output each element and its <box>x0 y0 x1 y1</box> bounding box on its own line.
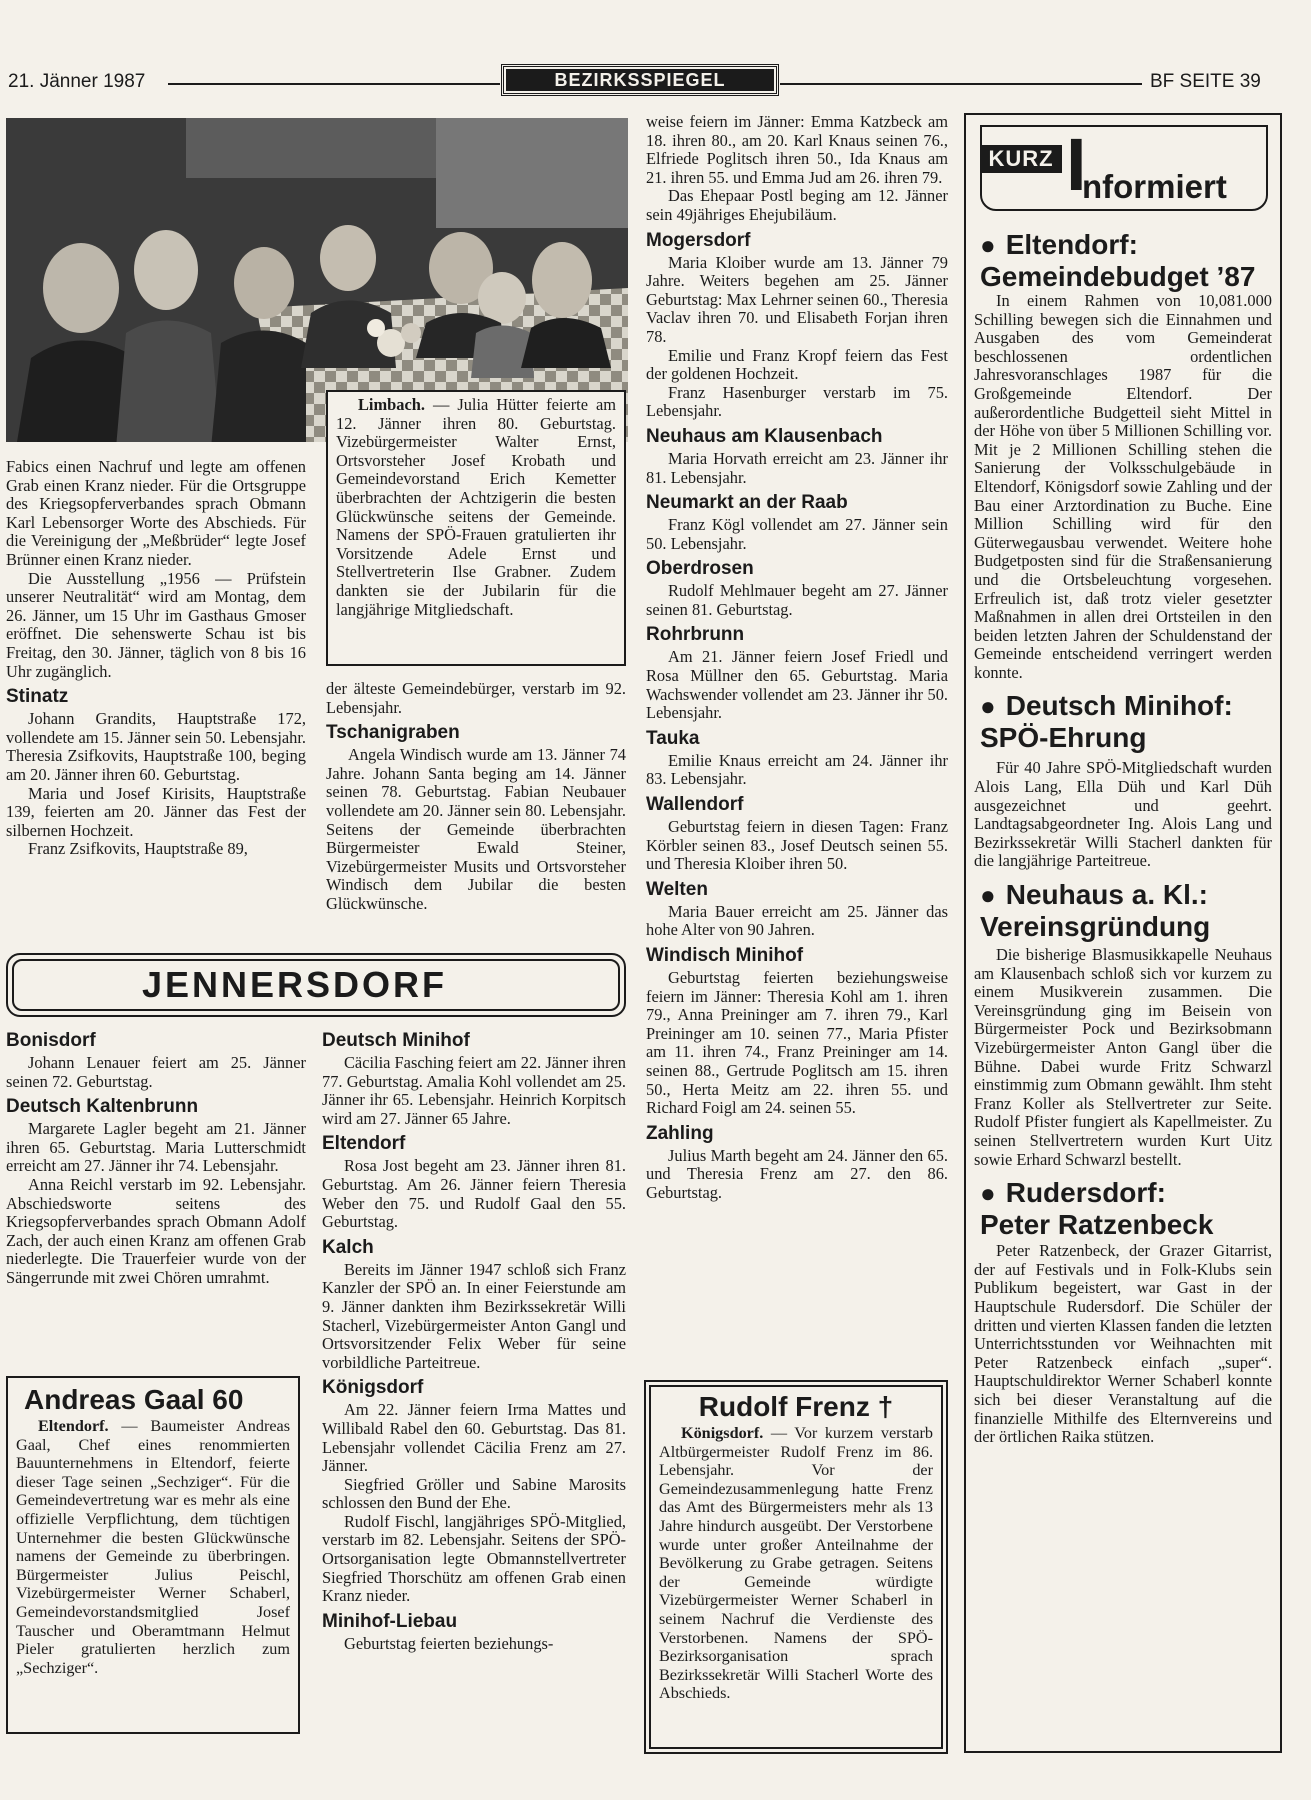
heading-eltendorf: Eltendorf <box>322 1133 406 1155</box>
jennersdorf-paragraph: Johann Lenauer feiert am 25. Jänner seinen 72. Geburtstag. <box>6 1053 306 1091</box>
frenz-text <box>659 1424 933 1703</box>
heading-mogersdorf: Mogersdorf <box>646 229 751 251</box>
col1-paragraph: Franz Zsifkovits, Hauptstraße 89, <box>28 839 248 859</box>
jennersdorf-paragraph: Am 22. Jänner feiern Irma Mattes und Willibald Rabel den 60. Geburtstag. Das 81. Lebensjahr vollendet Cäcilia Frenz am 27. Jänner. <box>322 1400 626 1476</box>
col3-paragraph: Maria Horvath erreicht am 23. Jänner ihr 81. Lebensjahr. <box>646 448 948 487</box>
kurz-informiert-logo <box>974 121 1272 219</box>
col3-paragraph: Maria Bauer erreicht am 25. Jänner das hohe Alter von 90 Jahren. <box>646 901 948 940</box>
heading-wallendorf: Wallendorf <box>646 794 744 816</box>
column-2-upper <box>326 680 626 914</box>
col3-paragraph: Julius Marth begeht am 24. Jänner den 65. und Theresia Frenz am 27. den 86. Geburtstag. <box>646 1145 948 1202</box>
jennersdorf-column-1 <box>6 1030 306 1288</box>
frenz-title: Rudolf Frenz † <box>698 1391 894 1422</box>
heading-neuhaus: Neuhaus am Klausenbach <box>646 425 883 447</box>
gaal-place: Eltendorf. <box>38 1417 109 1435</box>
section-label-text: BEZIRKSSPIEGEL <box>506 69 774 91</box>
col1-paragraph: Johann Grandits, Hauptstraße 172, vollendete am 15. Jänner sein 50. Lebensjahr. Theresia Zsifkovits, Hauptstraße 100, beging am 20. Jänner ihren 60. Geburtstag. <box>6 709 306 784</box>
logo-i: I <box>1066 123 1087 206</box>
column-1-upper <box>6 458 306 859</box>
col1-paragraph: Maria und Josef Kirisits, Hauptstraße 139, feierten am 20. Jänner das Fest der silbernen Hochzeit. <box>6 783 306 840</box>
heading-neumarkt: Neumarkt an der Raab <box>646 492 848 514</box>
heading-oberdrosen: Oberdrosen <box>646 558 754 580</box>
gaal-body: — Baumeister Andreas Gaal, Chef eines renommierten Bauunternehmens in Eltendorf, feierte dieser Tage seinen „Sechziger“. Für die Gemeindevertretung war es mehr als eine offizielle Verpflichtung, dem tüchtigen Unternehmer die besten Glückwünsche namens der Gemeinde zu überbringen. Bürgermeister Julius Peischl, Vizebürgermeister Werner Schaberl, Gemeindevorstandsmitglied Josef Tauscher und Oberamtmann Helmut Pieler gratulierten herzlich zum „Sechziger“. <box>16 1417 290 1677</box>
heading-welten: Welten <box>646 878 708 900</box>
col1-paragraph: Fabics einen Nachruf und legte am offenen Grab einen Kranz nieder. Für die Ortsgruppe des Kriegsopferverbandes sprach Obmann Karl Lebensorger Worte des Abschieds. Für die Vereinigung der „Meßbrüder“ legte Josef Brünner einen Kranz nieder. <box>6 457 306 569</box>
jennersdorf-banner <box>6 953 626 1017</box>
photo-caption-text <box>336 396 616 619</box>
col3-paragraph: Franz Kögl vollendet am 27. Jänner sein 50. Lebensjahr. <box>646 515 948 553</box>
heading-deutsch-kaltenbrunn: Deutsch Kaltenbrunn <box>6 1096 199 1118</box>
kurz-text-budget: In einem Rahmen von 10,081.000 Schilling bewegen sich die Einnahmen und Ausgaben des vom Gemeinderat beschlossenen ordentlichen Jahresvoranschlages 1987 für die Großgemeinde Eltendorf. Der außerordentliche Budgetteil sieht Mittel in der Höhe von über 5 Millionen Schilling vor. Mit je 2 Millionen Schilling stehen die Sanierung der Volksschulgebäude in Eltendorf, Königsdorf sowie Zahling und der Bau einer Arztordination zu Buche. Eine Million Schilling wird für den Güterwegausbau verwendet. Weitere hohe Budgetposten sind für die Straßensanierung und die Ortsbeleuchtung vorgesehen. Erfreulich ist, daß trotz vieler gesetzter Maßnahmen in allen drei Ortsteilen in den beiden letzten Jahren der Schuldenstand der Gemeinde entscheidend verringert werden konnte. <box>974 291 1272 682</box>
kurz-informiert-box <box>964 113 1282 1753</box>
jennersdorf-column-2 <box>322 1030 626 1653</box>
logo-kurz: KURZ <box>980 145 1062 173</box>
col2-paragraph: Angela Windisch wurde am 13. Jänner 74 Jahre. Johann Santa beging am 14. Jänner seinen 78. Geburtstag. Fabian Neubauer vollendete am 20. Jänner sein 80. Lebensjahr. Seitens der Gemeinde überbrachten Bürgermeister Ewald Steiner, Vizebürgermeister Musits und Ortsvorsteher Windisch dem Jubilar die besten Glückwünsche. <box>326 745 626 913</box>
heading-bonisdorf: Bonisdorf <box>6 1030 96 1051</box>
heading-tschanigraben: Tschanigraben <box>326 722 460 744</box>
jennersdorf-paragraph: Bereits im Jänner 1947 schloß sich Franz Kanzler der SPÖ an. In einer Feierstunde am 9. Jänner dankten ihm Bezirkssekretär Willi Stacherl, Vizebürgermeister Anton Gangl und Ortsvorsitzender Felix Weber für seine vorbildliche Parteitreue. <box>322 1259 626 1372</box>
heading-zahling: Zahling <box>646 1122 714 1144</box>
heading-deutsch-minihof: Deutsch Minihof <box>322 1030 470 1051</box>
col3-paragraph: Geburtstag feiern in diesen Tagen: Franz Körbler seinen 83., Josef Deutsch seinen 55. und Theresia Kloiber ihren 50. <box>646 817 948 874</box>
gaal-text <box>16 1417 290 1677</box>
frenz-place: Königsdorf. <box>681 1424 764 1442</box>
col3-paragraph: Franz Hasenburger verstarb im 75. Lebensjahr. <box>646 382 948 421</box>
jennersdorf-paragraph: Rosa Jost begeht am 23. Jänner ihren 81. Geburtstag. Am 26. Jänner feiern Theresia Weber den 75. und Rudolf Gaal den 55. Geburtstag. <box>322 1156 626 1232</box>
col3-paragraph: Emilie Knaus erreicht am 24. Jänner ihr 83. Lebensjahr. <box>646 750 948 789</box>
jennersdorf-banner-text: JENNERSDORF <box>142 964 448 1005</box>
jennersdorf-paragraph: Rudolf Fischl, langjähriges SPÖ-Mitglied, verstarb im 82. Lebensjahr. Seitens der SPÖ-Ortsorganisation legte Obmannstellvertreter Siegfried Thorschütz am offenen Grab einen Kranz nieder. <box>322 1511 626 1606</box>
col3-paragraph: weise feiern im Jänner: Emma Katzbeck am 18. ihren 80., am 20. Karl Knaus seinen 76., Elfriede Poglitsch ihren 50., Ida Knaus am 21. ihren 55. und Emma Jud am 26. ihren 79. <box>646 112 948 187</box>
photo-caption <box>326 390 626 666</box>
caption-place: Limbach. <box>358 395 425 414</box>
gaal-box <box>6 1376 300 1734</box>
kurz-subheading-ratzenbeck: Peter Ratzenbeck <box>980 1209 1214 1241</box>
jennersdorf-paragraph: Cäcilia Fasching feiert am 22. Jänner ihren 77. Geburtstag. Amalia Kohl vollendet am 25. Jänner ihr 65. Lebensjahr. Heinrich Korpitsch wird am 27. Jänner 65 Jahre. <box>322 1053 626 1128</box>
page-date: 21. Jänner 1987 <box>8 71 146 92</box>
col3-paragraph: Rudolf Mehlmauer begeht am 27. Jänner seinen 81. Geburtstag. <box>646 581 948 619</box>
heading-koenigsdorf: Königsdorf <box>322 1377 424 1399</box>
header-rule-right <box>780 83 1142 85</box>
heading-rohrbrunn: Rohrbrunn <box>646 624 745 646</box>
kurz-subheading-budget: Gemeindebudget ’87 <box>980 261 1256 292</box>
col3-paragraph: Geburtstag feierten beziehungsweise feiern im Jänner: Theresia Kohl am 1. ihren 79., Anna Preininger am 7. ihren 79., Karl Preininger am 10. seinen 77., Maria Pfister am 11. ihren 74., Franz Preininger am 14. seinen 88., Gertrude Poglitsch am 15. ihren 50., Herta Meitz am 22. ihren 55. und Richard Foigl am 24. seinen 55. <box>646 968 948 1118</box>
kurz-heading-rudersdorf: ● Rudersdorf: <box>980 1177 1272 1209</box>
heading-tauka: Tauka <box>646 727 700 749</box>
frenz-box-inner <box>649 1385 943 1749</box>
col3-paragraph: Am 21. Jänner feiern Josef Friedl und Rosa Müllner den 65. Geburtstag. Maria Wachswender vollendet am 23. Jänner ihr 50. Lebensjahr. <box>646 647 948 723</box>
kurz-heading-deutsch-minihof: ● Deutsch Minihof: <box>980 690 1272 722</box>
jennersdorf-paragraph: Siegfried Gröller und Sabine Marosits schlossen den Bund der Ehe. <box>322 1474 626 1513</box>
heading-stinatz: Stinatz <box>6 686 69 708</box>
jennersdorf-banner-inner <box>12 959 620 1011</box>
logo-nformiert: nformiert <box>1082 168 1227 205</box>
col3-paragraph: Maria Kloiber wurde am 13. Jänner 79 Jahre. Weiters begehen am 25. Jänner Geburtstag: Max Lehrner seinen 60., Theresia Vaclav ihren 70. und Elisabeth Forjan ihren 78. <box>646 252 948 346</box>
jennersdorf-paragraph: Margarete Lagler begeht am 21. Jänner ihren 65. Geburtstag. Maria Lutterschmidt erreicht am 27. Jänner ihr 74. Lebensjahr. <box>6 1119 306 1176</box>
frenz-body: — Vor kurzem verstarb Altbürgermeister Rudolf Frenz im 86. Lebensjahr. Vor der Gemeindezusammenlegung hatte Frenz das Amt des Bürgermeisters mehr als 13 Jahre hindurch ausgeübt. Der Verstorbene wurde unter großer Anteilnahme der Bevölkerung zu Grabe getragen. Seitens der Gemeinde würdigte Vizebürgermeister Werner Schaberl in seinem Nachruf die Verdienste des Verstorbenen. Namens der SPÖ-Bezirksorganisation sprach Bezirkssekretär Willi Stacherl Worte des Abschieds. <box>659 1424 933 1703</box>
heading-windisch-minihof: Windisch Minihof <box>646 945 804 966</box>
caption-body: — Julia Hütter feierte am 12. Jänner ihren 80. Geburtstag. Vizebürgermeister Walter Ernst, Ortsvorsteher Josef Krobath und Gemeindevorstand Erich Kemetter überbrachten der Achtzigerin die besten Glückwünsche seitens der Gemeinde. Namens der SPÖ-Frauen gratulierten ihr Vorsitzende Adele Ernst und Stellvertreterin Ilse Grabner. Zudem dankten sie der Jubilarin für die langjährige Mitgliedschaft. <box>336 395 616 619</box>
heading-minihof-liebau: Minihof-Liebau <box>322 1610 458 1632</box>
gaal-title: Andreas Gaal 60 <box>24 1384 244 1415</box>
section-label <box>501 64 779 96</box>
jennersdorf-paragraph: Anna Reichl verstarb im 92. Lebensjahr. Abschiedsworte seitens des Kriegsopferverbandes sprach Obmann Adolf Zach, der auch einen Kranz am offenen Grab niederlegte. Die Trauerfeier wurde von der Sängerrunde mit zwei Chören umrahmt. <box>6 1174 306 1287</box>
kurz-subheading-ehrung: SPÖ-Ehrung <box>980 722 1147 754</box>
kurz-subheading-verein: Vereinsgründung <box>980 911 1211 943</box>
header-rule-left <box>168 83 500 85</box>
kurz-text-ratzenbeck: Peter Ratzenbeck, der Grazer Gitarrist, der auf Festivals und in Folk-Klubs sein Publikum begeistert, war Gast in der Hauptschule Rudersdorf. Die Schüler der dritten und vierten Klassen fanden die letzten Unterrichtsstunden vor Weihnachten mit Peter Ratzenbeck einfach „super“. Hauptschuldirektor Werner Schaberl konnte sich bei dieser Veranstaltung auf die finanzielle Mithilfe des Elternvereins und der örtlichen Raika stützen. <box>974 1241 1272 1447</box>
col3-paragraph: Das Ehepaar Postl beging am 12. Jänner sein 49jähriges Ehejubiläum. <box>646 186 948 224</box>
kurz-text-verein: Die bisherige Blasmusikkapelle Neuhaus am Klausenbach schloß sich vor kurzem zu einem Musikverein zusammen. Die Vereinsgründung ging im Beisein von Bürgermeister Pock und Bezirksobmann Vizebürgermeister Anton Gangl über die Bühne. Dabei wurde Fritz Schwarzl einstimmig zum Obmann gewählt. Ihm steht Franz Koller als Stellvertreter zur Seite. Rudolf Pfister fungiert als Kapellmeister. Zu seinen Stellvertretern wurden Kurt Uitz sowie Erhard Schwarzl bestellt. <box>974 945 1272 1169</box>
kurz-heading-neuhaus: ● Neuhaus a. Kl.: <box>980 879 1272 911</box>
page-number: BF SEITE 39 <box>1150 71 1261 92</box>
col1-paragraph: Die Ausstellung „1956 — Prüfstein unserer Neutralität“ wird am Montag, dem 26. Jänner, um 15 Uhr im Gasthaus Gmoser eröffnet. Die sehenswerte Schau ist bis Freitag, den 30. Jänner, täglich von 8 bis 16 Uhr zugänglich. <box>6 568 306 681</box>
heading-kalch: Kalch <box>322 1236 374 1258</box>
frenz-box <box>644 1380 948 1754</box>
kurz-text-ehrung: Für 40 Jahre SPÖ-Mitgliedschaft wurden Alois Lang, Ella Düh und Karl Düh ausgezeichnet und geehrt. Landtagsabgeordneter Ing. Alois Lang und Bezirkssekretär Willi Stacherl dankten für die langjährige Parteitreue. <box>974 758 1272 871</box>
kurz-heading-eltendorf: ● Eltendorf: <box>980 229 1272 261</box>
column-3 <box>646 113 948 1203</box>
jennersdorf-paragraph: Geburtstag feierten beziehungs- <box>344 1633 554 1653</box>
col3-paragraph: Emilie und Franz Kropf feiern das Fest der goldenen Hochzeit. <box>646 345 948 384</box>
col2-paragraph: der älteste Gemeindebürger, verstarb im 92. Lebensjahr. <box>326 679 626 717</box>
